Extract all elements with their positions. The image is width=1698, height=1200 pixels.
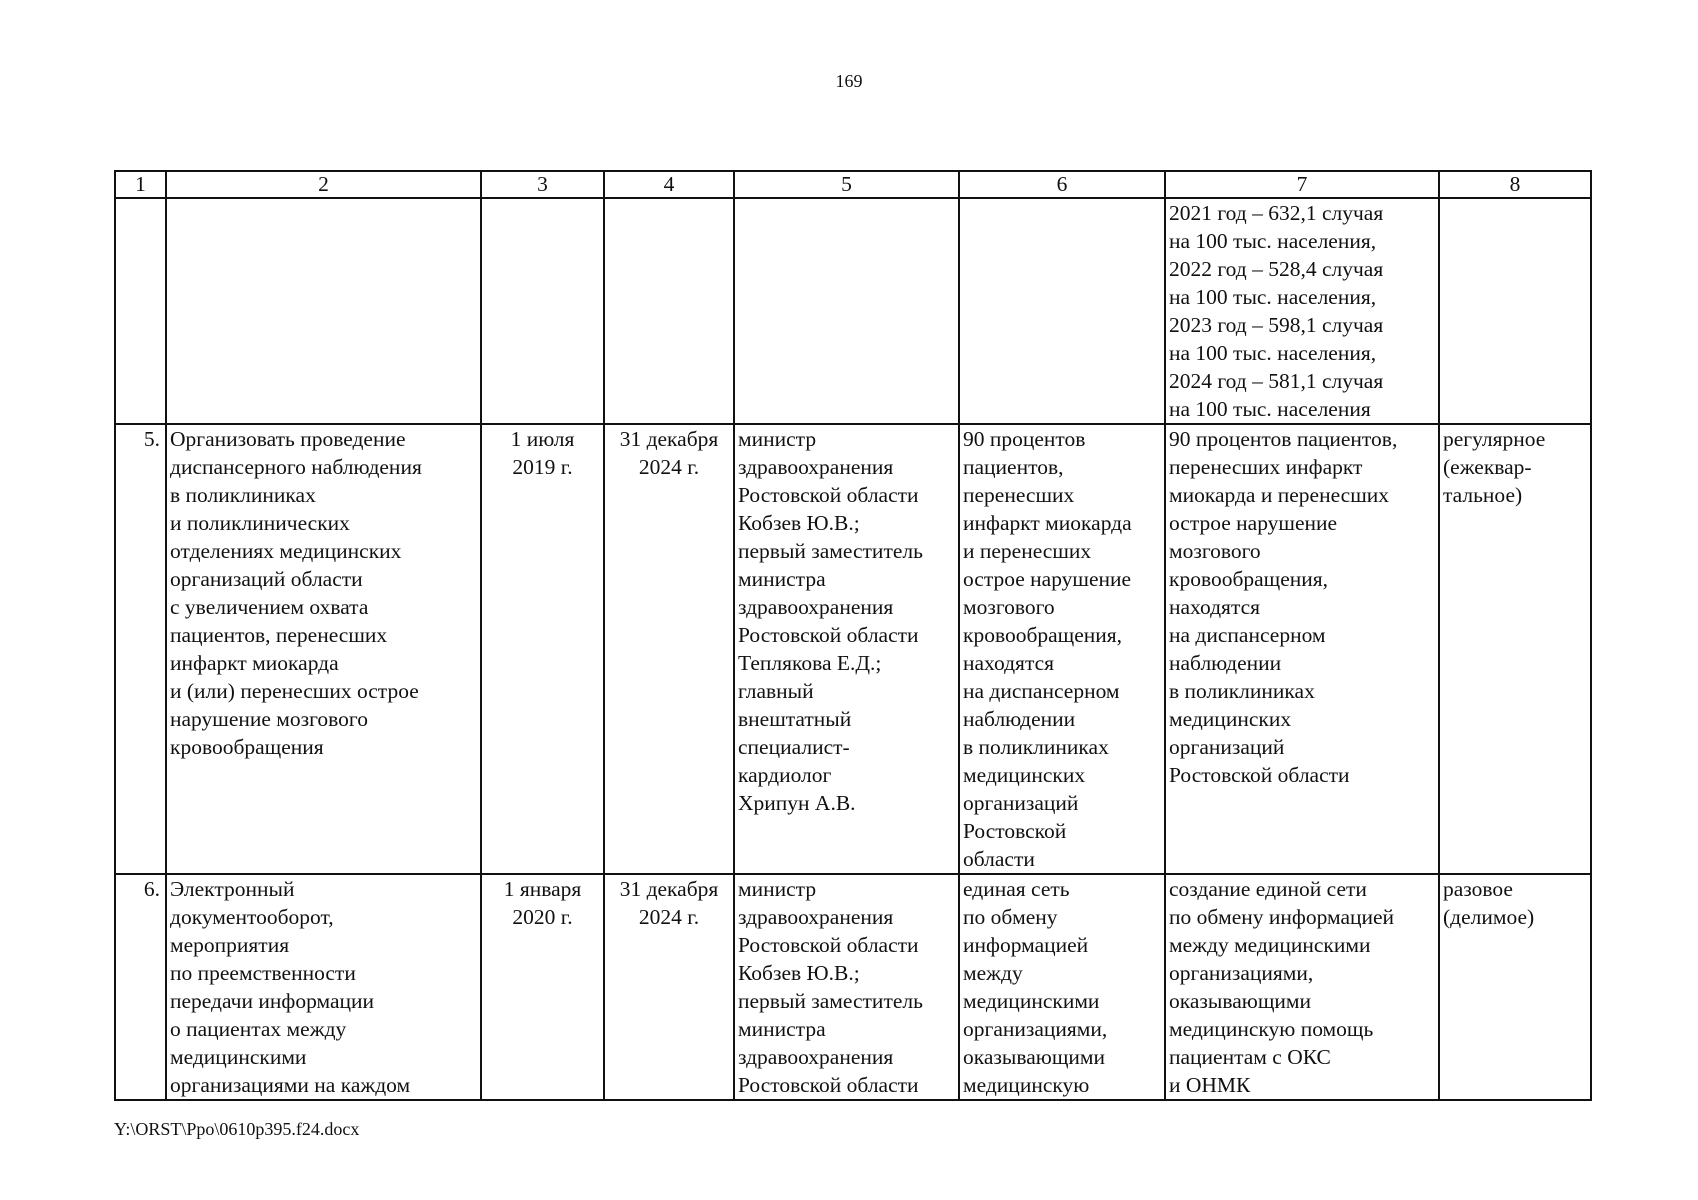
result-cell [959, 198, 1165, 424]
indicator-cell: 90 процентов пациентов, перенесших инфаркт миокарда и перенесших острое нарушение мозгового кровообращения, находятся на диспансерном наблюдении в поликлиниках медицинских организаций Ростовской области [1165, 424, 1439, 874]
table-row [115, 424, 1591, 874]
result-cell: единая сеть по обмену информацией между медицинскими организациями, оказывающими медицинскую [959, 874, 1165, 1100]
indicator-cell: 2021 год – 632,1 случая на 100 тыс. населения, 2022 год – 528,4 случая на 100 тыс. населения, 2023 год – 598,1 случая на 100 тыс. населения, 2024 год – 581,1 случая на 100 тыс. населения [1165, 198, 1439, 424]
header-cell: 5 [734, 171, 959, 198]
table-row [115, 198, 1591, 424]
row-number-cell: 5. [115, 424, 166, 874]
type-cell [1439, 198, 1591, 424]
header-cell: 7 [1165, 171, 1439, 198]
start-date-cell [481, 198, 604, 424]
indicator-cell: создание единой сети по обмену информацией между медицинскими организациями, оказывающими медицинскую помощь пациентам с ОКС и ОНМК [1165, 874, 1439, 1100]
responsible-cell: министр здравоохранения Ростовской области Кобзев Ю.В.; первый заместитель министра здравоохранения Ростовской области Теплякова Е.Д.; главный внештатный специалист- кардиолог Хрипун А.В. [734, 424, 959, 874]
responsible-cell [734, 198, 959, 424]
header-cell: 3 [481, 171, 604, 198]
page-number: 169 [835, 71, 863, 91]
header-cell: 6 [959, 171, 1165, 198]
type-cell: разовое (делимое) [1439, 874, 1591, 1100]
end-date-cell [604, 198, 734, 424]
type-cell: регулярное (ежеквар- тальное) [1439, 424, 1591, 874]
header-cell: 4 [604, 171, 734, 198]
plan-table [114, 170, 1592, 1101]
header-cell: 1 [115, 171, 166, 198]
row-number-cell: 6. [115, 874, 166, 1100]
table-header-row [115, 171, 1591, 198]
table-row [115, 874, 1591, 1100]
footer-file-path: Y:\ORST\Ppo\0610p395.f24.docx [114, 1119, 360, 1139]
header-cell: 8 [1439, 171, 1591, 198]
row-number-cell [115, 198, 166, 424]
activity-cell [166, 198, 481, 424]
header-cell: 2 [166, 171, 481, 198]
activity-cell: Организовать проведение диспансерного наблюдения в поликлиниках и поликлинических отделениях медицинских организаций области с увеличением охвата пациентов, перенесших инфаркт миокарда и (или) перенесших острое нарушение мозгового кровообращения [166, 424, 481, 874]
responsible-cell: министр здравоохранения Ростовской области Кобзев Ю.В.; первый заместитель министра здравоохранения Ростовской области [734, 874, 959, 1100]
start-date-cell: 1 января 2020 г. [481, 874, 604, 1100]
end-date-cell: 31 декабря 2024 г. [604, 874, 734, 1100]
result-cell: 90 процентов пациентов, перенесших инфаркт миокарда и перенесших острое нарушение мозгового кровообращения, находятся на диспансерном наблюдении в поликлиниках медицинских организаций Ростовской области [959, 424, 1165, 874]
activity-cell: Электронный документооборот, мероприятия по преемственности передачи информации о пациентах между медицинскими организациями на каждом [166, 874, 481, 1100]
start-date-cell: 1 июля 2019 г. [481, 424, 604, 874]
end-date-cell: 31 декабря 2024 г. [604, 424, 734, 874]
